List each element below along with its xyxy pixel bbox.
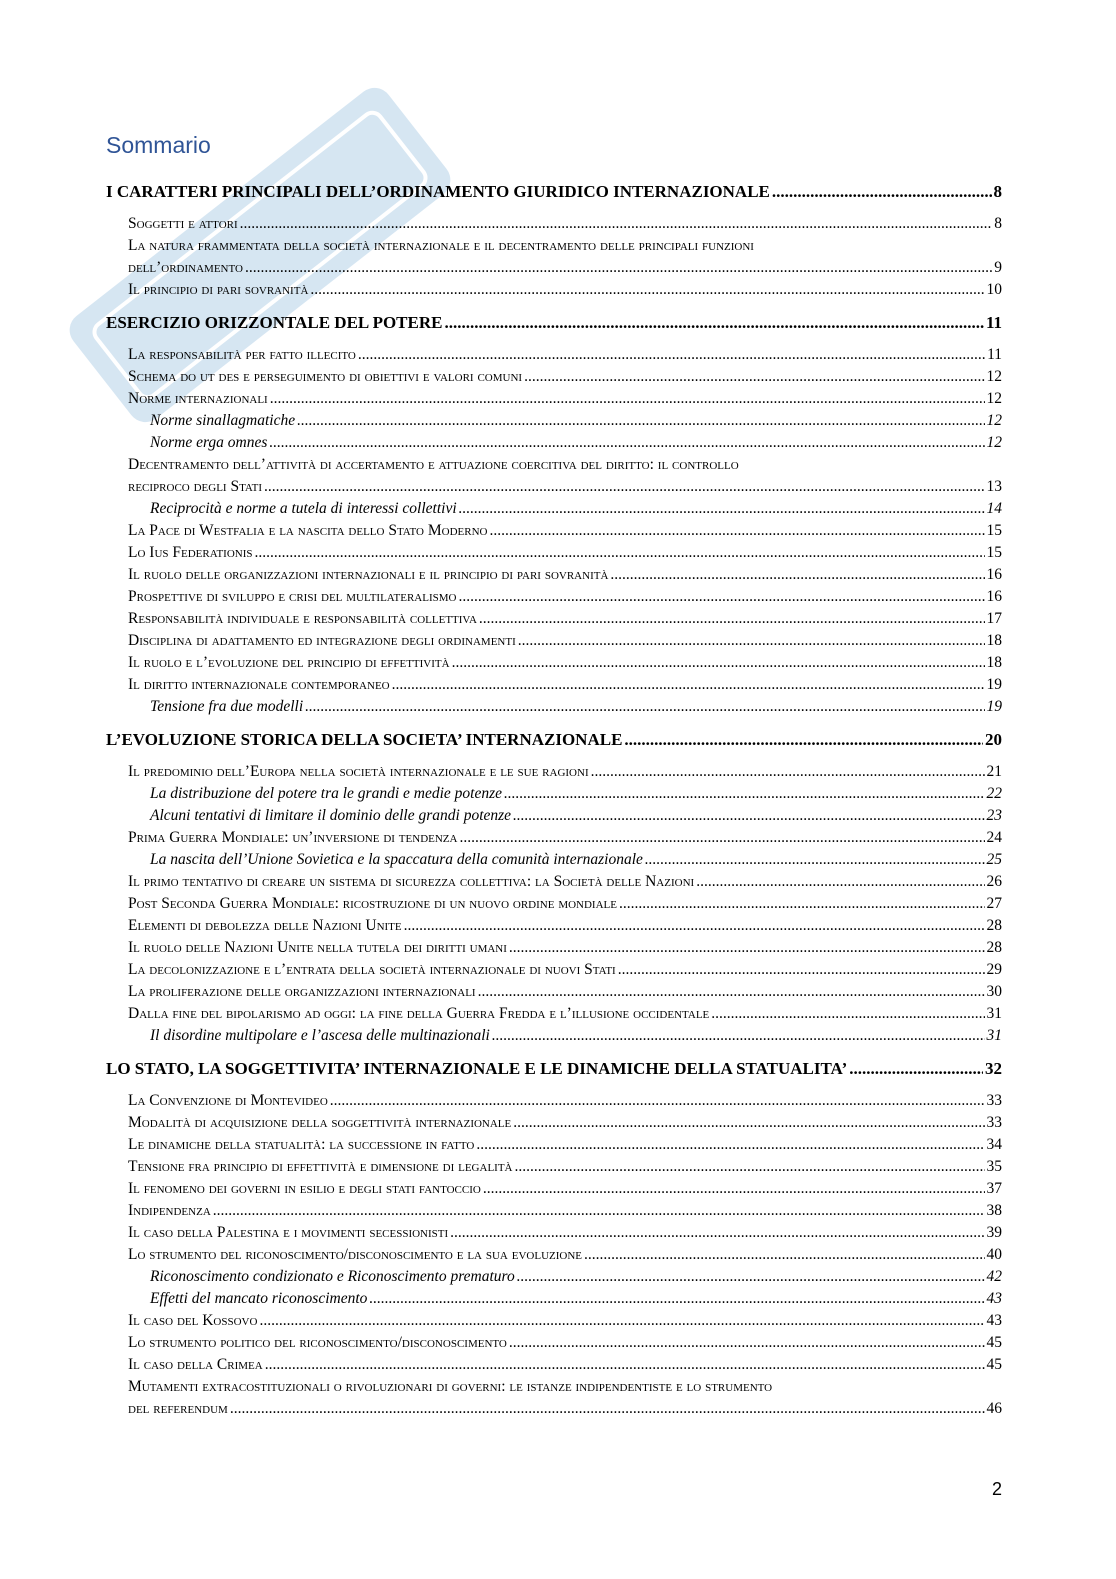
toc-entry-label: Norme internazionali: [128, 390, 268, 407]
toc-leader-dots: [509, 937, 985, 959]
toc-entry-page: 21: [986, 763, 1002, 780]
toc-entry-page: 8: [993, 182, 1002, 201]
toc-entry[interactable]: [106, 344, 1002, 366]
toc-entry[interactable]: [106, 893, 1002, 915]
toc-leader-dots: [772, 180, 992, 204]
toc-leader-dots: [618, 959, 985, 981]
toc-entry[interactable]: [106, 1178, 1002, 1200]
toc-leader-dots: [517, 1266, 985, 1288]
toc-leader-dots: [450, 1222, 984, 1244]
toc-entry-multiline[interactable]: [106, 1376, 1002, 1420]
toc-entry[interactable]: [106, 564, 1002, 586]
toc-entry[interactable]: [106, 1112, 1002, 1134]
toc-leader-dots: [478, 981, 985, 1003]
toc-leader-dots: [645, 849, 985, 871]
toc-entry-label: Lo strumento del riconoscimento/disconoscimento e la sua evoluzione: [128, 1246, 583, 1263]
toc-leader-dots: [444, 311, 983, 335]
toc-entry[interactable]: [106, 1057, 1002, 1081]
toc-entry-page: 34: [986, 1136, 1002, 1153]
toc-entry-label: Prospettive di sviluppo e crisi del multilateralismo: [128, 588, 457, 605]
toc-entry-page: 19: [986, 698, 1002, 715]
toc-entry-page: 16: [986, 566, 1002, 583]
toc-entry-label: Il disordine multipolare e l’ascesa delle multinazionali: [150, 1027, 490, 1044]
toc-leader-dots: [459, 498, 985, 520]
toc-entry[interactable]: [106, 652, 1002, 674]
toc-entry[interactable]: [106, 180, 1002, 204]
toc-entry-page: 39: [986, 1224, 1002, 1241]
toc-entry-page: 9: [994, 259, 1002, 276]
toc-entry-page: 17: [986, 610, 1002, 627]
toc-entry[interactable]: [106, 1354, 1002, 1376]
toc-entry[interactable]: [106, 608, 1002, 630]
toc-entry-page: 45: [986, 1356, 1002, 1373]
toc-entry-label: Responsabilità individuale e responsabilità collettiva: [128, 610, 477, 627]
toc-leader-dots: [459, 827, 984, 849]
toc-leader-dots: [330, 1090, 985, 1112]
toc-entry-label-line1: La natura frammentata della società internazionale e il decentramento delle principali funzioni: [128, 237, 754, 254]
toc-leader-dots: [515, 1156, 985, 1178]
page-number: 2: [991, 1479, 1002, 1499]
toc-entry-page: 33: [986, 1114, 1002, 1131]
toc-entry-page: 25: [986, 851, 1002, 868]
toc-entry-label: Indipendenza: [128, 1202, 211, 1219]
page-title: Sommario: [106, 132, 211, 158]
toc-entry[interactable]: [106, 1025, 1002, 1047]
toc-entry-page: 38: [986, 1202, 1002, 1219]
toc-entry[interactable]: [128, 476, 1002, 498]
toc-leader-dots: [265, 1354, 985, 1376]
toc-entry-label: Disciplina di adattamento ed integrazione degli ordinamenti: [128, 632, 516, 649]
toc-entry-page: 20: [985, 730, 1002, 749]
toc-entry-page: 24: [986, 829, 1002, 846]
toc-entry-page: 8: [994, 215, 1002, 232]
toc-leader-dots: [479, 608, 985, 630]
toc-entry-page: 40: [986, 1246, 1002, 1263]
toc-entry-label: La decolonizzazione e l’entrata della società internazionale di nuovi Stati: [128, 961, 616, 978]
toc-entry[interactable]: [106, 1090, 1002, 1112]
toc-entry-label: Dalla fine del bipolarismo ad oggi: la fine della Guerra Fredda e l’illusione occidentale: [128, 1005, 710, 1022]
toc-entry-page: 12: [986, 412, 1002, 429]
toc-entry-label: Il caso della Crimea: [128, 1356, 263, 1373]
toc-entry-label: La responsabilità per fatto illecito: [128, 346, 356, 363]
toc-leader-dots: [404, 915, 985, 937]
toc-leader-dots: [619, 893, 985, 915]
toc-entry-page: 30: [986, 983, 1002, 1000]
toc-entry-label: reciproco degli Stati: [128, 478, 263, 495]
toc-entry[interactable]: [106, 498, 1002, 520]
toc-leader-dots: [369, 1288, 984, 1310]
toc-entry[interactable]: [106, 1003, 1002, 1025]
toc-entry-label: LO STATO, LA SOGGETTIVITA’ INTERNAZIONALE E LE DINAMICHE DELLA STATUALITA’: [106, 1059, 848, 1078]
toc-leader-dots: [358, 344, 985, 366]
toc-leader-dots: [584, 1244, 984, 1266]
toc-leader-dots: [458, 586, 984, 608]
toc-entry-label: Tensione fra due modelli: [150, 698, 304, 715]
toc-entry-page: 12: [986, 434, 1002, 451]
toc-entry[interactable]: [106, 279, 1002, 301]
toc-entry[interactable]: [106, 520, 1002, 542]
toc-entry-page: 37: [986, 1180, 1002, 1197]
toc-entry-label: L’EVOLUZIONE STORICA DELLA SOCIETA’ INTERNAZIONALE: [106, 730, 623, 749]
toc-entry-label: La distribuzione del potere tra le grandi e medie potenze: [150, 785, 503, 802]
toc-entry[interactable]: [128, 1398, 1002, 1420]
toc-entry[interactable]: [106, 1244, 1002, 1266]
toc-entry-label: Il caso della Palestina e i movimenti secessionisti: [128, 1224, 449, 1241]
toc-entry[interactable]: [106, 1156, 1002, 1178]
toc-entry-multiline[interactable]: [106, 235, 1002, 279]
toc-leader-dots: [624, 728, 983, 752]
toc-entry-label: Effetti del mancato riconoscimento: [150, 1290, 368, 1307]
toc-entry[interactable]: [128, 257, 1002, 279]
toc-leader-dots: [524, 366, 984, 388]
toc-entry-label: Norme sinallagmatiche: [150, 412, 296, 429]
toc-entry-page: 27: [986, 895, 1002, 912]
toc-entry-page: 32: [985, 1059, 1002, 1078]
toc-entry-page: 12: [986, 390, 1002, 407]
toc-leader-dots: [849, 1057, 983, 1081]
toc-leader-dots: [213, 1200, 985, 1222]
toc-entry-page: 14: [986, 500, 1002, 517]
toc-entry-label: Reciprocità e norme a tutela di interessi collettivi: [150, 500, 457, 517]
toc-entry-label: Le dinamiche della statualità: la successione in fatto: [128, 1136, 475, 1153]
toc-entry[interactable]: [106, 1288, 1002, 1310]
toc-leader-dots: [518, 630, 985, 652]
toc-entry-page: 26: [986, 873, 1002, 890]
toc-entry-label: Lo Ius Federationis: [128, 544, 253, 561]
toc-entry[interactable]: [106, 849, 1002, 871]
toc-entry-label: Il ruolo delle organizzazioni internazionali e il principio di pari sovranità: [128, 566, 609, 583]
toc-entry-label: Norme erga omnes: [150, 434, 268, 451]
toc-leader-dots: [305, 696, 984, 718]
toc-entry[interactable]: [106, 871, 1002, 893]
toc-entry-page: 18: [986, 654, 1002, 671]
table-of-contents: [106, 180, 1002, 1420]
toc-leader-dots: [492, 1025, 985, 1047]
toc-entry-page: 31: [986, 1005, 1002, 1022]
toc-entry[interactable]: [106, 959, 1002, 981]
toc-entry-label: Il diritto internazionale contemporaneo: [128, 676, 390, 693]
toc-entry-page: 10: [986, 281, 1002, 298]
toc-entry[interactable]: [106, 1266, 1002, 1288]
toc-entry[interactable]: [106, 915, 1002, 937]
toc-entry-label: Il caso del Kossovo: [128, 1312, 258, 1329]
toc-entry[interactable]: [106, 366, 1002, 388]
toc-entry[interactable]: [106, 432, 1002, 454]
toc-entry-page: 31: [986, 1027, 1002, 1044]
toc-entry-page: 29: [986, 961, 1002, 978]
toc-entry-label: Il predominio dell’Europa nella società internazionale e le sue ragioni: [128, 763, 589, 780]
toc-entry-label: Il ruolo e l’evoluzione del principio di effettività: [128, 654, 450, 671]
toc-entry[interactable]: [106, 388, 1002, 410]
toc-leader-dots: [297, 410, 984, 432]
toc-entry-label: Lo strumento politico del riconoscimento/disconoscimento: [128, 1334, 507, 1351]
toc-entry[interactable]: [106, 728, 1002, 752]
toc-entry[interactable]: [106, 630, 1002, 652]
toc-entry[interactable]: [106, 761, 1002, 783]
toc-entry-label: Elementi di debolezza delle Nazioni Unite: [128, 917, 402, 934]
toc-entry[interactable]: [106, 1222, 1002, 1244]
toc-entry-page: 35: [986, 1158, 1002, 1175]
toc-entry-page: 28: [986, 939, 1002, 956]
toc-entry-label: Schema do ut des e perseguimento di obiettivi e valori comuni: [128, 368, 523, 385]
toc-entry[interactable]: [106, 586, 1002, 608]
toc-leader-dots: [513, 805, 984, 827]
toc-entry[interactable]: [106, 1134, 1002, 1156]
toc-entry-label: Tensione fra principio di effettività e dimensione di legalità: [128, 1158, 513, 1175]
toc-entry[interactable]: [106, 1310, 1002, 1332]
toc-entry-label: La Pace di Westfalia e la nascita dello Stato Moderno: [128, 522, 488, 539]
toc-leader-dots: [504, 783, 984, 805]
toc-leader-dots: [513, 1112, 984, 1134]
toc-entry-page: 43: [986, 1312, 1002, 1329]
toc-entry[interactable]: [106, 981, 1002, 1003]
toc-entry[interactable]: [106, 542, 1002, 564]
toc-leader-dots: [591, 761, 985, 783]
toc-entry-page: 12: [986, 368, 1002, 385]
toc-entry-page: 11: [985, 313, 1002, 332]
toc-entry[interactable]: [106, 827, 1002, 849]
toc-entry-page: 45: [986, 1334, 1002, 1351]
toc-leader-dots: [483, 1178, 985, 1200]
toc-leader-dots: [452, 652, 985, 674]
toc-entry-label: Alcuni tentativi di limitare il dominio delle grandi potenze: [150, 807, 512, 824]
toc-leader-dots: [509, 1332, 985, 1354]
toc-entry-page: 15: [986, 544, 1002, 561]
toc-entry-label: dell’ordinamento: [128, 259, 243, 276]
toc-entry-page: 23: [986, 807, 1002, 824]
toc-leader-dots: [255, 542, 985, 564]
toc-entry-label: Il fenomeno dei governi in esilio e degli stati fantoccio: [128, 1180, 481, 1197]
toc-entry[interactable]: [106, 674, 1002, 696]
toc-entry-label: del referendum: [128, 1400, 228, 1417]
toc-entry-page: 46: [986, 1400, 1002, 1417]
toc-entry-label-line1: Decentramento dell’attività di accertamento e attuazione coercitiva del diritto: il controllo: [128, 456, 739, 473]
toc-entry[interactable]: [106, 213, 1002, 235]
toc-leader-dots: [259, 1310, 984, 1332]
toc-entry-label: La Convenzione di Montevideo: [128, 1092, 328, 1109]
toc-entry[interactable]: [106, 805, 1002, 827]
toc-entry-page: 13: [986, 478, 1002, 495]
toc-entry-label: Il principio di pari sovranità: [128, 281, 309, 298]
toc-entry-label: La nascita dell’Unione Sovietica e la spaccatura della comunità internazionale: [150, 851, 643, 868]
toc-entry[interactable]: [106, 1332, 1002, 1354]
toc-leader-dots: [270, 388, 985, 410]
toc-entry-page: 18: [986, 632, 1002, 649]
toc-entry-label: Soggetti e attori: [128, 215, 238, 232]
toc-leader-dots: [310, 279, 984, 301]
toc-entry-page: 15: [986, 522, 1002, 539]
toc-entry[interactable]: [106, 311, 1002, 335]
toc-entry-page: 19: [986, 676, 1002, 693]
toc-leader-dots: [269, 432, 984, 454]
toc-entry-page: 16: [986, 588, 1002, 605]
toc-entry[interactable]: [106, 783, 1002, 805]
toc-leader-dots: [696, 871, 984, 893]
toc-entry[interactable]: [106, 696, 1002, 718]
toc-entry-label: Riconoscimento condizionato e Riconoscimento prematuro: [150, 1268, 515, 1285]
toc-leader-dots: [392, 674, 985, 696]
toc-entry-label: Modalità di acquisizione della soggettività internazionale: [128, 1114, 512, 1131]
toc-entry-label: I CARATTERI PRINCIPALI DELL’ORDINAMENTO GIURIDICO INTERNAZIONALE: [106, 182, 770, 201]
toc-leader-dots: [610, 564, 984, 586]
toc-entry[interactable]: [106, 937, 1002, 959]
toc-entry[interactable]: [106, 1200, 1002, 1222]
toc-entry-page: 43: [986, 1290, 1002, 1307]
toc-entry-page: 42: [986, 1268, 1002, 1285]
toc-entry-page: 33: [986, 1092, 1002, 1109]
toc-leader-dots: [489, 520, 984, 542]
toc-entry[interactable]: [106, 410, 1002, 432]
toc-leader-dots: [240, 213, 993, 235]
toc-leader-dots: [230, 1398, 985, 1420]
toc-entry-page: 11: [987, 346, 1002, 363]
toc-leader-dots: [245, 257, 992, 279]
toc-entry-page: 28: [986, 917, 1002, 934]
toc-entry-label: Il ruolo delle Nazioni Unite nella tutela dei diritti umani: [128, 939, 507, 956]
toc-leader-dots: [476, 1134, 984, 1156]
toc-entry-label: Prima Guerra Mondiale: un’inversione di tendenza: [128, 829, 458, 846]
toc-entry-label-line1: Mutamenti extracostituzionali o rivoluzionari di governi: le istanze indipendentiste e lo strumento: [128, 1378, 773, 1395]
toc-leader-dots: [711, 1003, 984, 1025]
toc-entry-label: Post Seconda Guerra Mondiale: ricostruzione di un nuovo ordine mondiale: [128, 895, 617, 912]
toc-leader-dots: [264, 476, 984, 498]
toc-entry-label: Il primo tentativo di creare un sistema di sicurezza collettiva: la Società delle Nazioni: [128, 873, 695, 890]
toc-entry-label: ESERCIZIO ORIZZONTALE DEL POTERE: [106, 313, 443, 332]
toc-entry-multiline[interactable]: [106, 454, 1002, 498]
toc-entry-label: La proliferazione delle organizzazioni internazionali: [128, 983, 476, 1000]
toc-entry-page: 22: [986, 785, 1002, 802]
